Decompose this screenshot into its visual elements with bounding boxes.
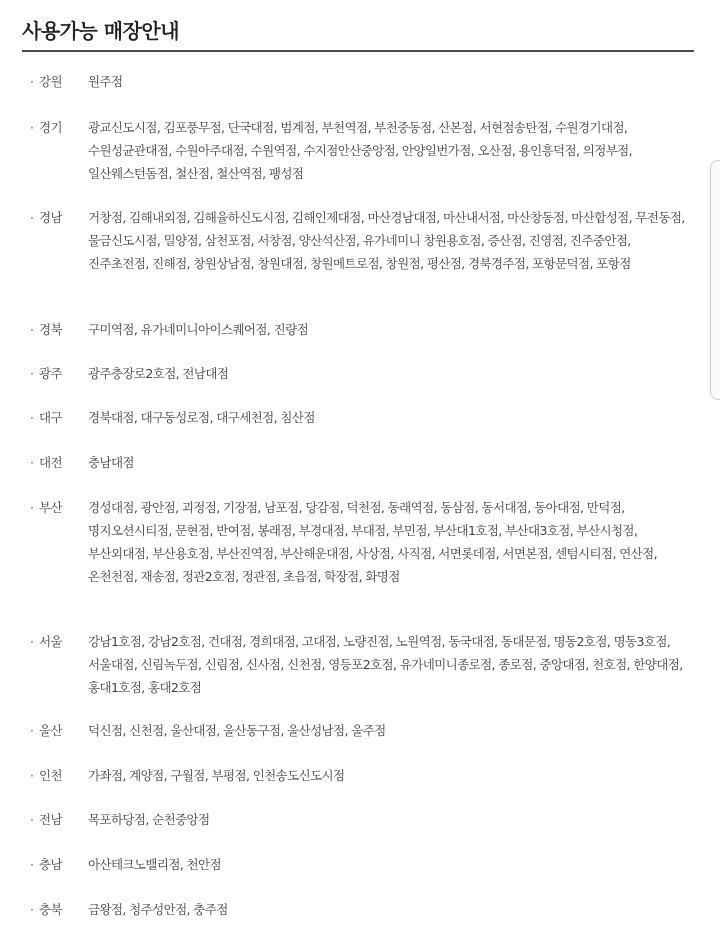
region-name: 경기 [39,120,62,135]
region-name: 부산 [39,500,62,515]
region-store-list: 광교신도시점, 김포풍무점, 단국대점, 범계점, 부천역점, 부천중동점, 산본점, 서현점송탄점, 수원경기대점, 수원성균관대점, 수원아주대점, 수원역점, 수지점안산중앙점, 안양일번가점, 오산점, 용인흥덕점, 의정부점, 일산웨스턴돔점, 철산점, 철산역점, 팽성점 [88,120,633,181]
region-name: 경남 [39,210,62,225]
region-store-list: 거창점, 김해내외점, 김해율하신도시점, 김해인제대점, 마산경남대점, 마산내서점, 마산창동점, 마산합성점, 무전동점, 물금신도시점, 밀양점, 삼천포점, 서창점, 양산석산점, 유가네미니 창원용호점, 증산점, 진영점, 진주중안점, 진주초전점, 진해점, 창원상남점, 창원대점, 창원메트로점, 창원점, 평산점, 경북경주점, 포항문덕점, 포항점 [88,210,685,271]
region-name: 서울 [39,634,62,649]
region-name: 울산 [39,723,62,738]
region-name: 전남 [39,812,62,827]
bullet-icon: · [30,322,34,337]
bullet-icon: · [30,500,34,515]
region-name: 경북 [39,322,62,337]
page-title: 사용가능 매장안내 [22,19,180,43]
region-store-list: 원주점 [88,74,123,89]
region-name: 강원 [39,74,62,89]
region-name: 충북 [39,902,62,917]
bullet-icon: · [30,723,34,738]
bullet-icon: · [30,410,34,425]
bullet-icon: · [30,857,34,872]
bullet-icon: · [30,120,34,135]
bullet-icon: · [30,768,34,783]
region-store-list: 구미역점, 유가네미니아이스퀘어점, 진량점 [88,322,309,337]
bullet-icon: · [30,455,34,470]
region-name: 대구 [39,410,62,425]
region-store-list: 경북대점, 대구동성로점, 대구세천점, 침산점 [88,410,315,425]
region-name: 광주 [39,366,62,381]
bullet-icon: · [30,74,34,89]
bullet-icon: · [30,634,34,649]
bullet-icon: · [30,902,34,917]
region-store-list: 광주충장로2호점, 전남대점 [88,366,229,381]
region-store-list: 금왕점, 청주성안점, 충주점 [88,902,228,917]
bullet-icon: · [30,366,34,381]
region-store-list: 강남1호점, 강남2호점, 건대점, 경희대점, 고대점, 노량진점, 노원역점, 동국대점, 동대문점, 명동2호점, 명동3호점, 서울대점, 신림녹두점, 신림점, 신사점, 신천점, 영등포2호점, 유가네미니종로점, 종로점, 중앙대점, 천호점, 한양대점, 홍대1호점, 홍대2호점 [88,634,683,695]
region-store-list: 경성대점, 광안점, 괴정점, 기장점, 남포점, 당감점, 덕천점, 동래역점, 동삼점, 동서대점, 동아대점, 만덕점, 명지오션시티점, 문현점, 반여점, 봉래점, 부경대점, 부대점, 부민점, 부산대1호점, 부산대3호점, 부산시청점, 부산외대점, 부산용호점, 부산진역점, 부산해운대점, 사상점, 사직점, 서면롯데점, 서면본점, 센텀시티점, 연산점, 온천천점, 재송점, 정관2호점, 정관점, 초읍점, 학장점, 화명점 [88,500,657,584]
region-store-list: 덕신점, 신천점, 울산대점, 울산동구점, 울산성남점, 울주점 [88,723,386,738]
side-scroll-handle[interactable] [710,160,720,400]
region-store-list: 목포하당점, 순천중앙점 [88,812,210,827]
region-store-list: 아산테크노밸리점, 천안점 [88,857,221,872]
bullet-icon: · [30,812,34,827]
bullet-icon: · [30,210,34,225]
region-name: 대전 [39,455,62,470]
region-name: 충남 [39,857,62,872]
region-store-list: 충남대점 [88,455,134,470]
region-store-list: 가좌점, 계양점, 구월점, 부평점, 인천송도신도시점 [88,768,345,783]
region-name: 인천 [39,768,62,783]
